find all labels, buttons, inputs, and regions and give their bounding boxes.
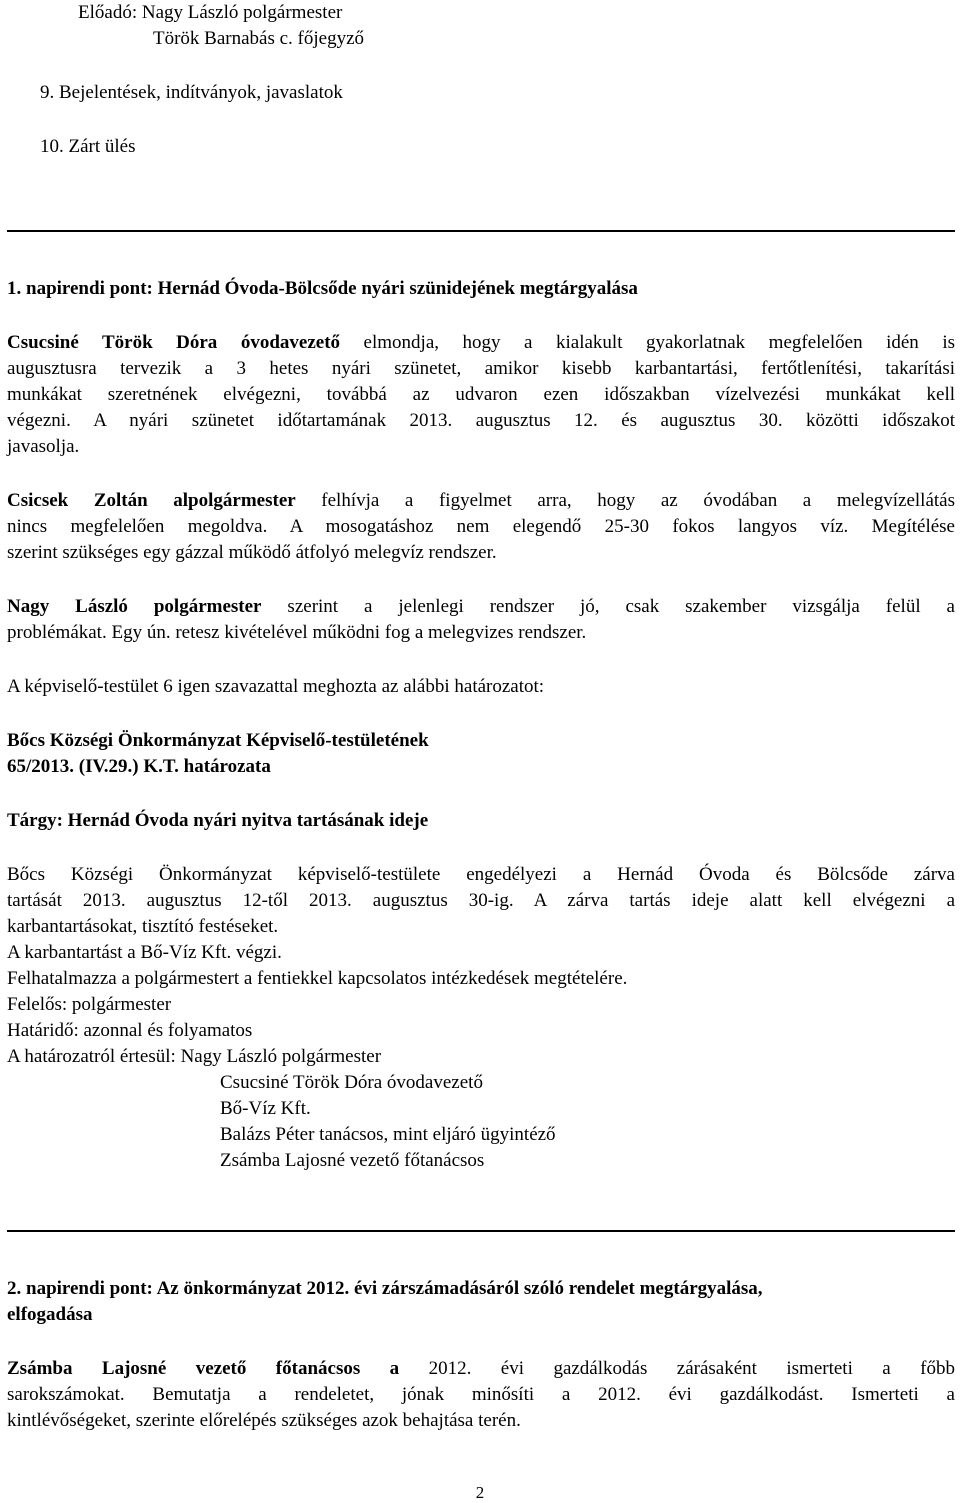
paragraph-line: munkákat szeretnének elvégezni, továbbá az udvaron ezen időszakban vízelvezési munkákat kell [7, 384, 955, 405]
speaker-name: Zsámba Lajosné vezető főtanácsos a [7, 1358, 400, 1379]
paragraph-line: problémákat. Egy ún. retesz kivételével működni fog a melegvizes rendszer. [7, 622, 587, 643]
page-number: 2 [475, 1483, 485, 1502]
vote-statement: A képviselő-testület 6 igen szavazattal meghozta az alábbi határozatot: [7, 676, 545, 697]
speaker-name: Csicsek Zoltán alpolgármester [7, 490, 296, 511]
paragraph-line [7, 330, 955, 356]
resolution-subject: Tárgy: Hernád Óvoda nyári nyitva tartásának ideje [7, 810, 429, 831]
paragraph-line [7, 1356, 955, 1382]
paragraph-line: augusztusra tervezik a 3 hetes nyári szünetet, amikor kisebb karbantartási, fertőtlenítési, takarítási [7, 358, 955, 379]
responsible-line: Felelős: polgármester [7, 994, 172, 1015]
resolution-text-line: Bőcs Községi Önkormányzat képviselő-testülete engedélyezi a Hernád Óvoda és Bölcsőde zárva [7, 864, 955, 885]
paragraph-line: javasolja. [7, 436, 80, 457]
section1-heading: 1. napirendi pont: Hernád Óvoda-Bölcsőde nyári szünidejének megtárgyalása [7, 278, 638, 299]
notified-item: Bő-Víz Kft. [220, 1098, 311, 1119]
resolution-body: Bőcs Községi Önkormányzat Képviselő-testületének [7, 730, 429, 751]
paragraph-line: nincs megfelelően megoldva. A mosogatáshoz nem elegendő 25-30 fokos langyos víz. Megítélése [7, 516, 955, 537]
paragraph-text: 2012. évi gazdálkodás zárásaként ismerteti a főbb [399, 1358, 955, 1379]
paragraph-text: elmondja, hogy a kialakult gyakorlatnak megfelelően idén is [340, 332, 955, 353]
notified-item: Balázs Péter tanácsos, mint eljáró ügyintéző [220, 1124, 556, 1145]
notified-item: Csucsiné Török Dóra óvodavezető [220, 1072, 483, 1093]
resolution-number: 65/2013. (IV.29.) K.T. határozata [7, 756, 271, 777]
section2-heading: 2. napirendi pont: Az önkormányzat 2012. évi zárszámadásáról szóló rendelet megtárgyalása, [7, 1278, 763, 1299]
resolution-text-line: Felhatalmazza a polgármestert a fentiekkel kapcsolatos intézkedések megtételére. [7, 968, 628, 989]
agenda-item-9: 9. Bejelentések, indítványok, javaslatok [40, 82, 343, 103]
deadline-line: Határidő: azonnal és folyamatos [7, 1020, 253, 1041]
paragraph-line: végezni. A nyári szünetet időtartamának 2013. augusztus 12. és augusztus 30. közötti időszakot [7, 410, 955, 431]
speaker-name: Nagy László polgármester [7, 596, 262, 617]
paragraph-line: szerint szükséges egy gázzal működő átfolyó melegvíz rendszer. [7, 542, 497, 563]
agenda-item-10: 10. Zárt ülés [40, 136, 136, 157]
paragraph-line: kintlévőségeket, szerinte előrelépés szükséges azok behajtása terén. [7, 1410, 521, 1431]
notified-label: A határozatról értesül: Nagy László polgármester [7, 1046, 382, 1067]
secretary-line: Török Barnabás c. főjegyző [153, 28, 365, 49]
resolution-text-line: karbantartásokat, tisztító festéseket. [7, 916, 279, 937]
speaker-name: Csucsiné Török Dóra óvodavezető [7, 332, 341, 353]
paragraph-text: felhívja a figyelmet arra, hogy az óvodában a melegvízellátás [295, 490, 955, 511]
presenter-line: Előadó: Nagy László polgármester [78, 2, 343, 23]
notified-item: Zsámba Lajosné vezető főtanácsos [220, 1150, 485, 1171]
paragraph-text: szerint a jelenlegi rendszer jó, csak szakember vizsgálja felül a [261, 596, 955, 617]
section2-heading: elfogadása [7, 1304, 93, 1325]
paragraph-line: sarokszámokat. Bemutatja a rendeletet, jónak minősíti a 2012. évi gazdálkodást. Ismerteti a [7, 1384, 955, 1405]
section-divider [7, 1230, 955, 1232]
paragraph-line [7, 594, 955, 620]
section-divider [7, 230, 955, 232]
resolution-text-line: A karbantartást a Bő-Víz Kft. végzi. [7, 942, 282, 963]
paragraph-line [7, 488, 955, 514]
resolution-text-line: tartását 2013. augusztus 12-től 2013. augusztus 30-ig. A zárva tartás ideje alatt kell elvégezni a [7, 890, 955, 911]
